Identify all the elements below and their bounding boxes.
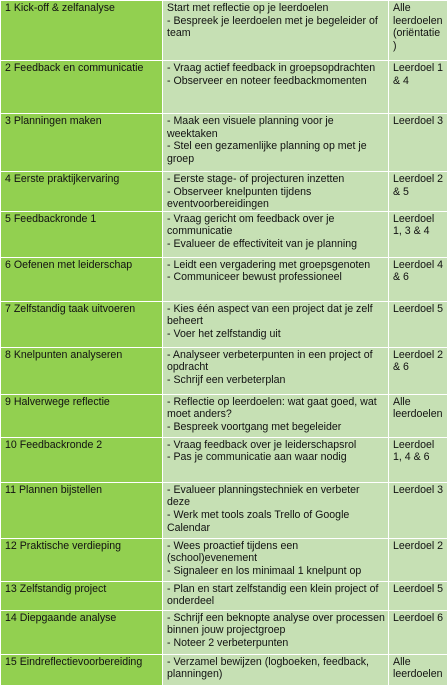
goals-label: Leerdoel 4 & 6 [393, 259, 444, 284]
activities-cell [163, 347, 389, 394]
table-row [1, 610, 447, 654]
activities-cell [163, 482, 389, 538]
goals-label: Leerdoel 2 & 5 [393, 173, 444, 198]
table-row [1, 172, 447, 212]
goals-cell [389, 581, 447, 610]
goals-cell [389, 114, 447, 172]
week-cell: 4 Eerste praktijkervaring [1, 172, 163, 212]
activity-item: Start met reflectie op je leerdoelen [167, 2, 385, 15]
activity-item: - Eerste stage- of projecturen inzetten [167, 173, 385, 186]
activity-item: - Stel een gezamenlijke planning op met je groep [167, 140, 385, 165]
activity-item: - Vraag actief feedback in groepsopdrachten [167, 62, 385, 75]
goals-label: Alle leerdoelen (oriëntatie ) [393, 2, 444, 52]
goals-label: Alle leerdoelen [393, 656, 444, 681]
table-row [1, 394, 447, 437]
table-row [1, 347, 447, 394]
goals-label: Alle leerdoelen [393, 396, 444, 421]
activity-item: - Analyseer verbeterpunten in een project of opdracht [167, 349, 385, 374]
activity-item: - Verzamel bewijzen (logboeken, feedback, planningen) [167, 656, 385, 681]
week-cell: 12 Praktische verdieping [1, 538, 163, 581]
table-row [1, 61, 447, 114]
goals-label: Leerdoel 1, 3 & 4 [393, 213, 444, 238]
activities-cell [163, 211, 389, 257]
goals-label: Leerdoel 5 [393, 583, 444, 596]
goals-label: Leerdoel 3 [393, 115, 444, 128]
week-cell: 11 Plannen bijstellen [1, 482, 163, 538]
activities-cell [163, 654, 389, 685]
activity-item: - Wees proactief tijdens een (school)evenement [167, 540, 385, 565]
activities-cell [163, 394, 389, 437]
table-row [1, 114, 447, 172]
week-cell: 14 Diepgaande analyse [1, 610, 163, 654]
activities-cell [163, 538, 389, 581]
activity-item: - Kies één aspect van een project dat je zelf beheert [167, 303, 385, 328]
activity-item: - Voer het zelfstandig uit [167, 328, 385, 341]
activities-cell [163, 581, 389, 610]
table-row [1, 482, 447, 538]
activity-item: - Noteer 2 verbeterpunten [167, 637, 385, 650]
goals-cell [389, 211, 447, 257]
goals-label: Leerdoel 6 [393, 612, 444, 625]
activity-item: - Leidt een vergadering met groepsgenoten [167, 259, 385, 272]
goals-cell [389, 437, 447, 482]
activities-cell [163, 172, 389, 212]
activities-cell [163, 61, 389, 114]
activity-item: - Maak een visuele planning voor je weektaken [167, 115, 385, 140]
activity-item: - Werk met tools zoals Trello of Google Calendar [167, 509, 385, 534]
goals-cell [389, 347, 447, 394]
table-row [1, 581, 447, 610]
goals-cell [389, 301, 447, 347]
goals-cell [389, 482, 447, 538]
activity-item: - Bespreek voortgang met begeleider [167, 421, 385, 434]
goals-cell [389, 61, 447, 114]
activity-item: - Bespreek je leerdoelen met je begeleider of team [167, 15, 385, 40]
table-row [1, 301, 447, 347]
activity-item: - Schrijf een beknopte analyse over processen binnen jouw projectgroep [167, 612, 385, 637]
goals-label: Leerdoel 1 & 4 [393, 62, 444, 87]
goals-cell [389, 257, 447, 301]
week-cell: 13 Zelfstandig project [1, 581, 163, 610]
activity-item: - Vraag gericht om feedback over je communicatie [167, 213, 385, 238]
table-row [1, 1, 447, 61]
week-cell: 1 Kick-off & zelfanalyse [1, 1, 163, 61]
goals-label: Leerdoel 2 & 6 [393, 349, 444, 374]
week-cell: 9 Halverwege reflectie [1, 394, 163, 437]
activity-item: - Signaleer en los minimaal 1 knelpunt op [167, 565, 385, 578]
activity-item: - Plan en start zelfstandig een klein project of onderdeel [167, 583, 385, 608]
week-cell: 2 Feedback en communicatie [1, 61, 163, 114]
week-cell: 10 Feedbackronde 2 [1, 437, 163, 482]
activities-cell [163, 1, 389, 61]
activities-cell [163, 610, 389, 654]
table-row [1, 211, 447, 257]
activities-cell [163, 301, 389, 347]
activity-item: - Observeer en noteer feedbackmomenten [167, 75, 385, 88]
activity-item: - Schrijf een verbeterplan [167, 374, 385, 387]
goals-cell [389, 538, 447, 581]
goals-label: Leerdoel 3 [393, 484, 444, 497]
activity-item: - Evalueer planningstechniek en verbeter deze [167, 484, 385, 509]
goals-cell [389, 654, 447, 685]
activity-item: - Vraag feedback over je leiderschapsrol [167, 439, 385, 452]
goals-label: Leerdoel 5 [393, 303, 444, 316]
activity-item: - Communiceer bewust professioneel [167, 271, 385, 284]
week-cell: 8 Knelpunten analyseren [1, 347, 163, 394]
week-cell: 6 Oefenen met leiderschap [1, 257, 163, 301]
table-row [1, 654, 447, 685]
week-cell: 3 Planningen maken [1, 114, 163, 172]
goals-cell [389, 1, 447, 61]
goals-label: Leerdoel 1, 4 & 6 [393, 439, 444, 464]
table-body [1, 1, 447, 686]
table-row [1, 538, 447, 581]
goals-cell [389, 394, 447, 437]
activity-item: - Observeer knelpunten tijdens eventvoorbereidingen [167, 186, 385, 211]
activity-item: - Evalueer de effectiviteit van je planning [167, 238, 385, 251]
activities-cell [163, 114, 389, 172]
goals-cell [389, 172, 447, 212]
week-cell: 5 Feedbackronde 1 [1, 211, 163, 257]
week-cell: 7 Zelfstandig taak uitvoeren [1, 301, 163, 347]
table-row [1, 437, 447, 482]
goals-cell [389, 610, 447, 654]
activities-cell [163, 437, 389, 482]
activities-cell [163, 257, 389, 301]
activity-item: - Pas je communicatie aan waar nodig [167, 451, 385, 464]
goals-label: Leerdoel 2 [393, 540, 444, 553]
table-row [1, 257, 447, 301]
week-cell: 15 Eindreflectievoorbereiding [1, 654, 163, 685]
activity-item: - Reflectie op leerdoelen: wat gaat goed, wat moet anders? [167, 396, 385, 421]
